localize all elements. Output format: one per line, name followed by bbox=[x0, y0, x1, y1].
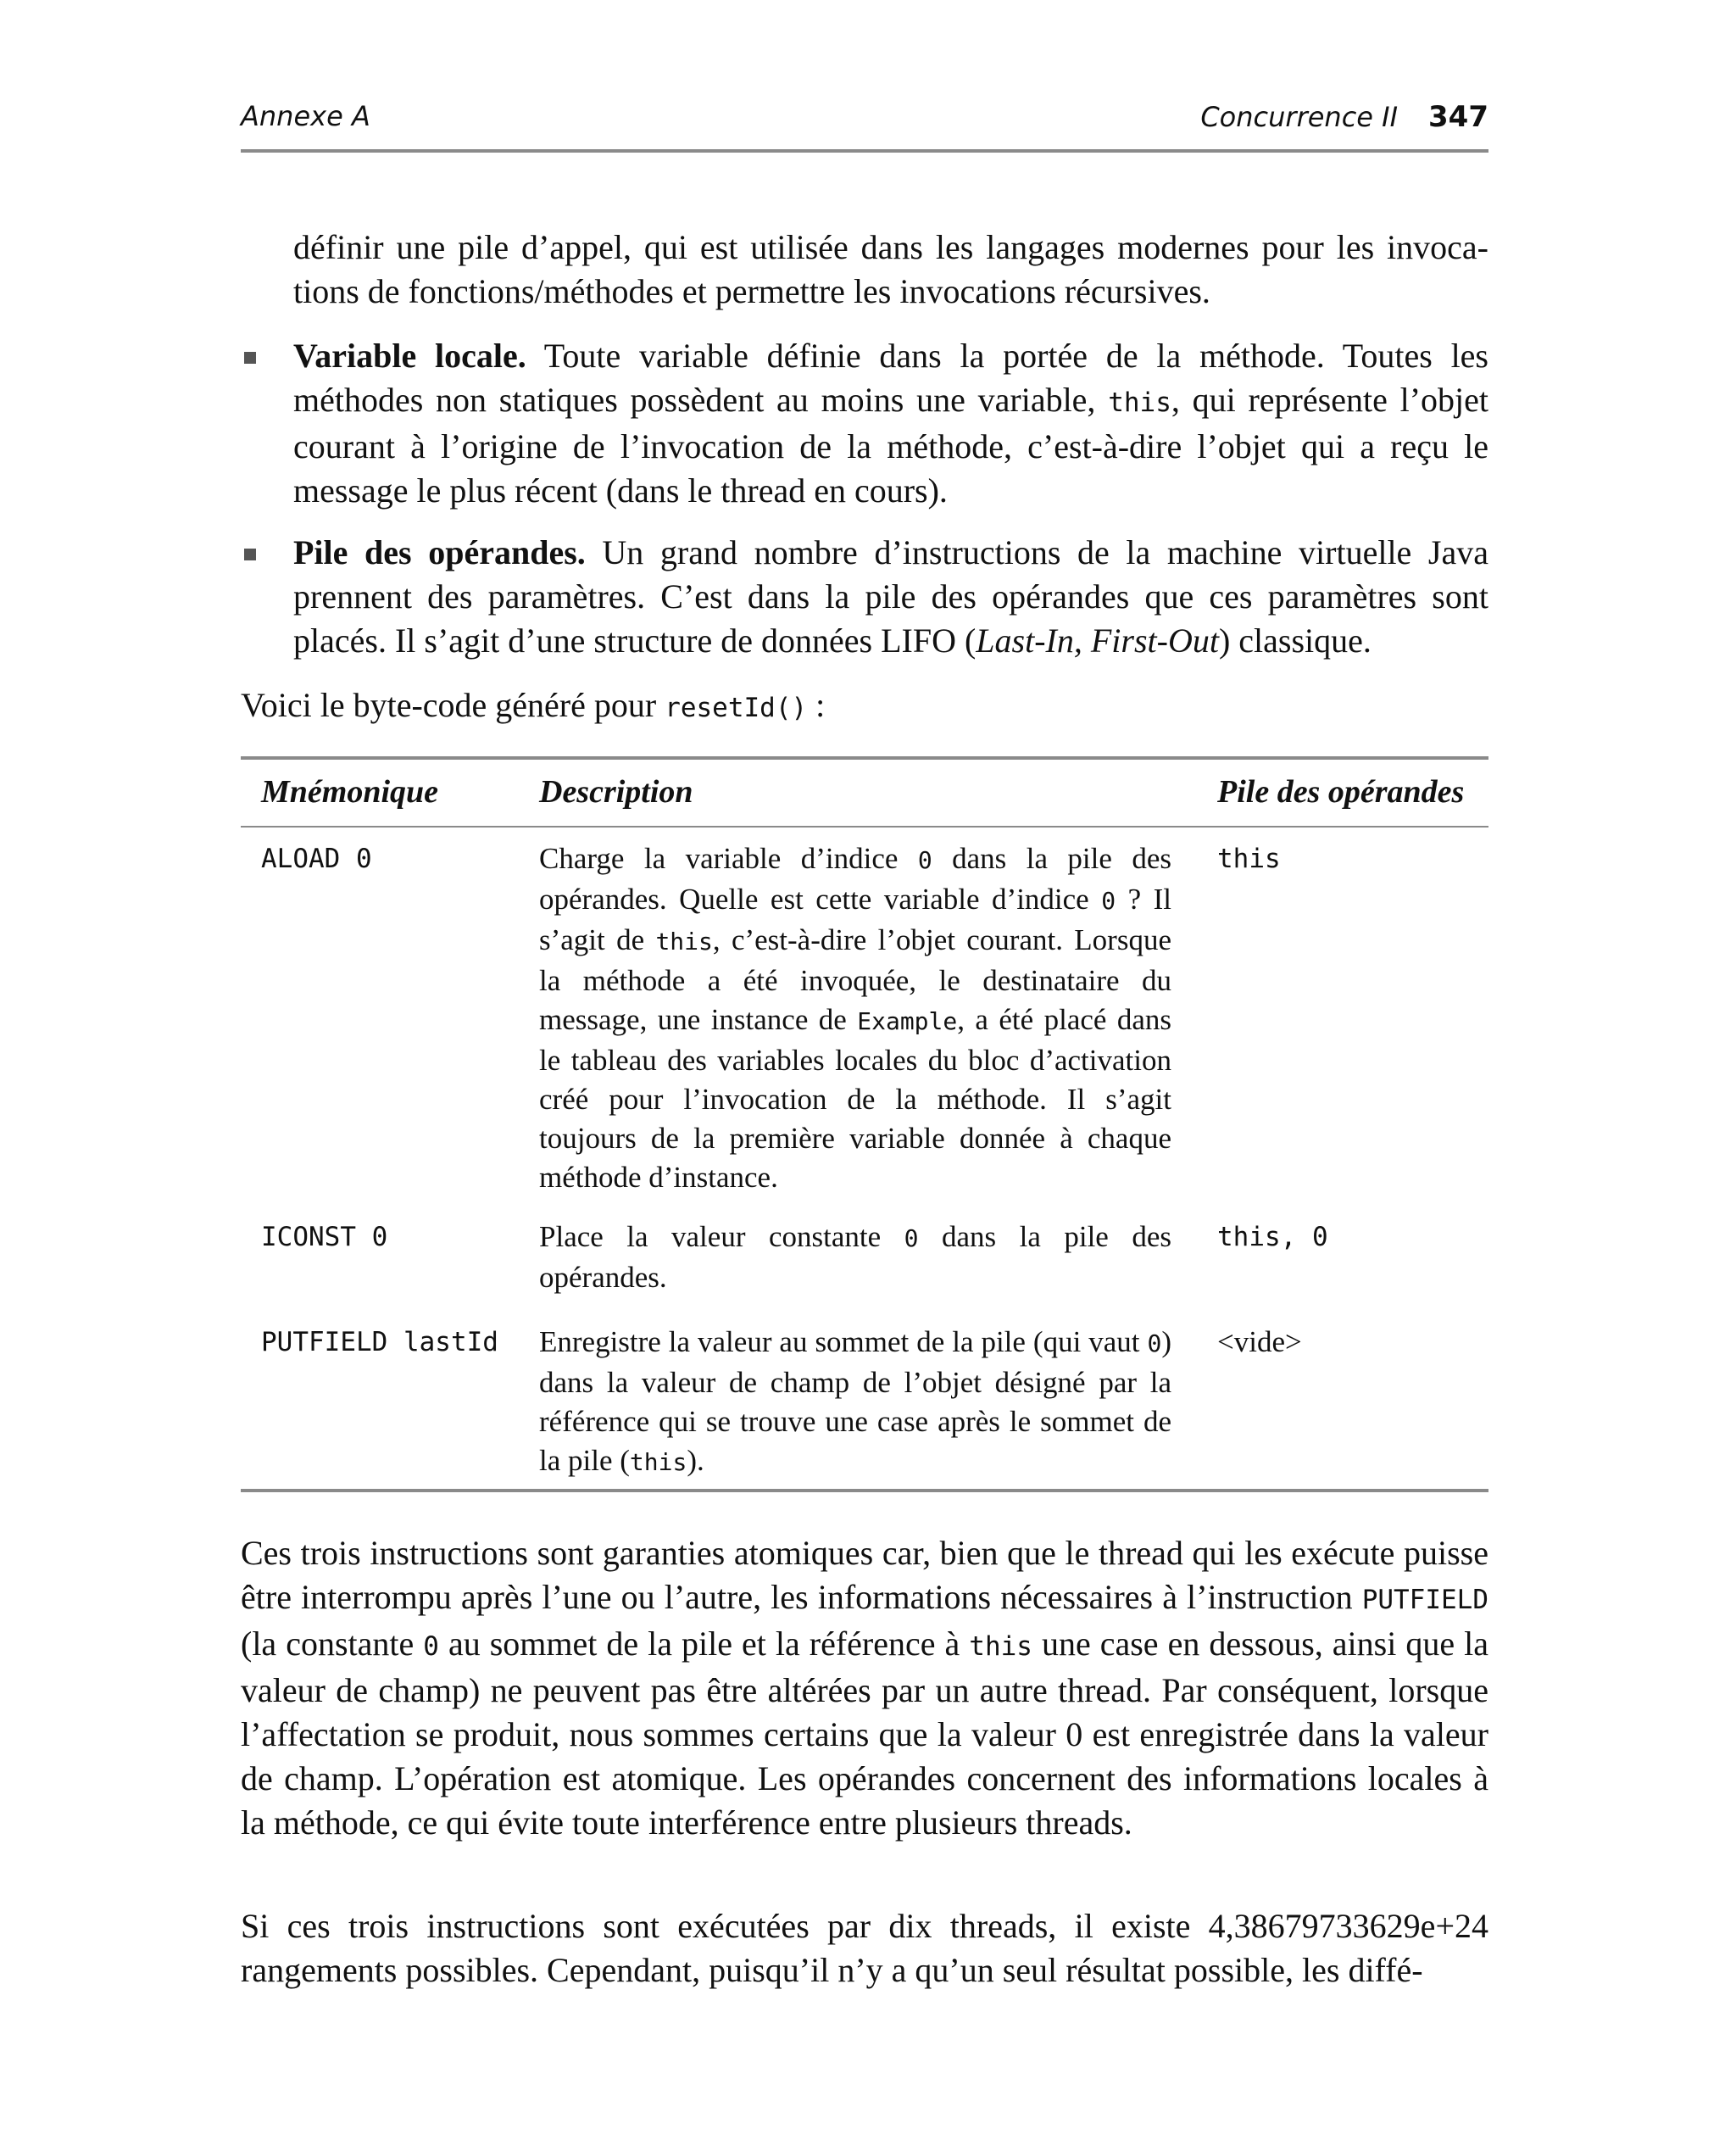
row-mnemonic: ICONST 0 bbox=[261, 1222, 388, 1252]
bullet-square-icon bbox=[244, 352, 256, 364]
inline-code: this bbox=[1108, 387, 1171, 418]
intro-text: Voici le byte-code généré pour bbox=[241, 686, 665, 724]
continuation-line-1: définir une pile d’appel, qui est utilisée dans les langages modernes pour les invoca- bbox=[293, 228, 1488, 266]
inline-code: resetId() bbox=[665, 693, 808, 723]
bullet-term: Pile des opérandes. bbox=[293, 533, 586, 571]
inline-code: 0 bbox=[1147, 1329, 1162, 1357]
desc-text: , a été placé dans le tableau des variables locales du bloc d’activation créé pour l’invocation de la méthode. Il s’agit toujours de la première variable donnée à chaque méthode d’instance. bbox=[539, 1003, 1172, 1194]
bullet-text: ) classique. bbox=[1218, 621, 1372, 660]
desc-text: Enregistre la valeur au sommet de la pile (qui vaut bbox=[539, 1325, 1148, 1358]
intro-suffix: : bbox=[807, 686, 826, 724]
para-text: une case en dessous, ainsi que la valeur de champ) ne peuvent pas être altérées par un autre thread. Par conséquent, lorsque l’affectation se produit, nous sommes certains que la valeur 0 est enregistrée dans la valeur de champ. L’opération est atomique. Les opérandes concernent des informations locales à la méthode, ce qui évite toute interférence entre plusieurs threads. bbox=[241, 1625, 1488, 1842]
inline-code: 0 bbox=[423, 1631, 439, 1662]
table-top-rule bbox=[241, 756, 1488, 760]
para-text: Ces trois instructions sont garanties atomiques car, bien que le thread qui les exécute puisse être interrompu après l’une ou l’autre, les informations nécessaires à l’instruction bbox=[241, 1534, 1488, 1616]
col-header-mnemonic: Mnémonique bbox=[261, 774, 439, 810]
row-stack: this, 0 bbox=[1217, 1222, 1328, 1252]
desc-text: dans la pile des opérandes. bbox=[539, 1220, 1171, 1294]
inline-code: this bbox=[969, 1631, 1032, 1662]
italic-term: Last-In, First-Out bbox=[976, 621, 1219, 660]
bullet-local-variable bbox=[293, 334, 1488, 513]
page-number: 347 bbox=[1428, 100, 1488, 134]
bullet-continuation bbox=[293, 226, 1488, 314]
desc-text: dans la pile des opérandes. Quelle est cette variable d’indice bbox=[539, 842, 1171, 916]
table-header-rule bbox=[241, 826, 1488, 828]
chapter-label: Annexe A bbox=[241, 100, 370, 132]
inline-code: PUTFIELD bbox=[1361, 1585, 1488, 1615]
row-description bbox=[539, 839, 1171, 1197]
header-right bbox=[1200, 100, 1488, 134]
para-text: (la constante bbox=[241, 1625, 424, 1663]
inline-code: this bbox=[655, 928, 713, 956]
bullet-text: , qui représente l’objet courant à l’origine de l’invocation de la méthode, c’est-à-dire l’objet qui a reçu le message le plus récent (dans le thread en cours). bbox=[293, 381, 1488, 510]
inline-code: 0 bbox=[1101, 887, 1116, 915]
header-rule bbox=[241, 149, 1488, 153]
inline-code: this bbox=[629, 1448, 687, 1476]
row-mnemonic: ALOAD 0 bbox=[261, 844, 372, 874]
row-mnemonic: PUTFIELD lastId bbox=[261, 1327, 498, 1357]
bytecode-intro bbox=[241, 683, 1488, 730]
desc-text: Charge la variable d’indice bbox=[539, 842, 918, 875]
desc-text: Place la valeur constante bbox=[539, 1220, 904, 1253]
inline-code: Example bbox=[857, 1007, 958, 1035]
paragraph-threads: Si ces trois instructions sont exécutées par dix threads, il existe 4,38679733629e+24 rangements possibles. Cependant, puisqu’il n’y a qu’un seul résultat possible, les diffé- bbox=[241, 1907, 1488, 1989]
inline-code: 0 bbox=[917, 846, 932, 874]
row-stack: <vide> bbox=[1217, 1325, 1302, 1358]
running-header bbox=[241, 100, 1488, 137]
col-header-stack: Pile des opérandes bbox=[1217, 774, 1465, 810]
col-header-description: Description bbox=[539, 774, 693, 810]
desc-text: ) dans la valeur de champ de l’objet désigné par la référence qui se trouve une case après le sommet de la pile ( bbox=[539, 1325, 1171, 1477]
row-stack: this bbox=[1217, 844, 1281, 874]
desc-text: , c’est-à-dire l’objet courant. Lorsque la méthode a été invoquée, le destinataire du message, une instance de bbox=[539, 923, 1171, 1036]
row-description bbox=[539, 1323, 1171, 1482]
para-text: au sommet de la pile et la référence à bbox=[438, 1625, 970, 1663]
desc-text: ? Il s’agit de bbox=[539, 883, 1171, 956]
bullet-text: Toute variable définie dans la portée de la méthode. Toutes les méthodes non statiques possèdent au moins une variable, bbox=[293, 337, 1488, 419]
bullet-term: Variable locale. bbox=[293, 337, 526, 375]
section-label: Concurrence II bbox=[1200, 101, 1399, 133]
bullet-operand-stack bbox=[293, 531, 1488, 663]
row-description bbox=[539, 1218, 1171, 1297]
inline-code: 0 bbox=[904, 1224, 919, 1252]
desc-text: ). bbox=[687, 1444, 704, 1477]
continuation-line-2: tions de fonctions/méthodes et permettre les invocations récursives. bbox=[293, 272, 1210, 310]
bullet-text: Un grand nombre d’instructions de la machine virtuelle Java prennent des paramètres. C’est dans la pile des opérandes que ces paramètres sont placés. Il s’agit d’une structure de données LIFO ( bbox=[293, 533, 1489, 660]
table-bottom-rule bbox=[241, 1489, 1488, 1492]
bullet-square-icon bbox=[244, 549, 256, 560]
paragraph-atomic bbox=[241, 1531, 1488, 1845]
